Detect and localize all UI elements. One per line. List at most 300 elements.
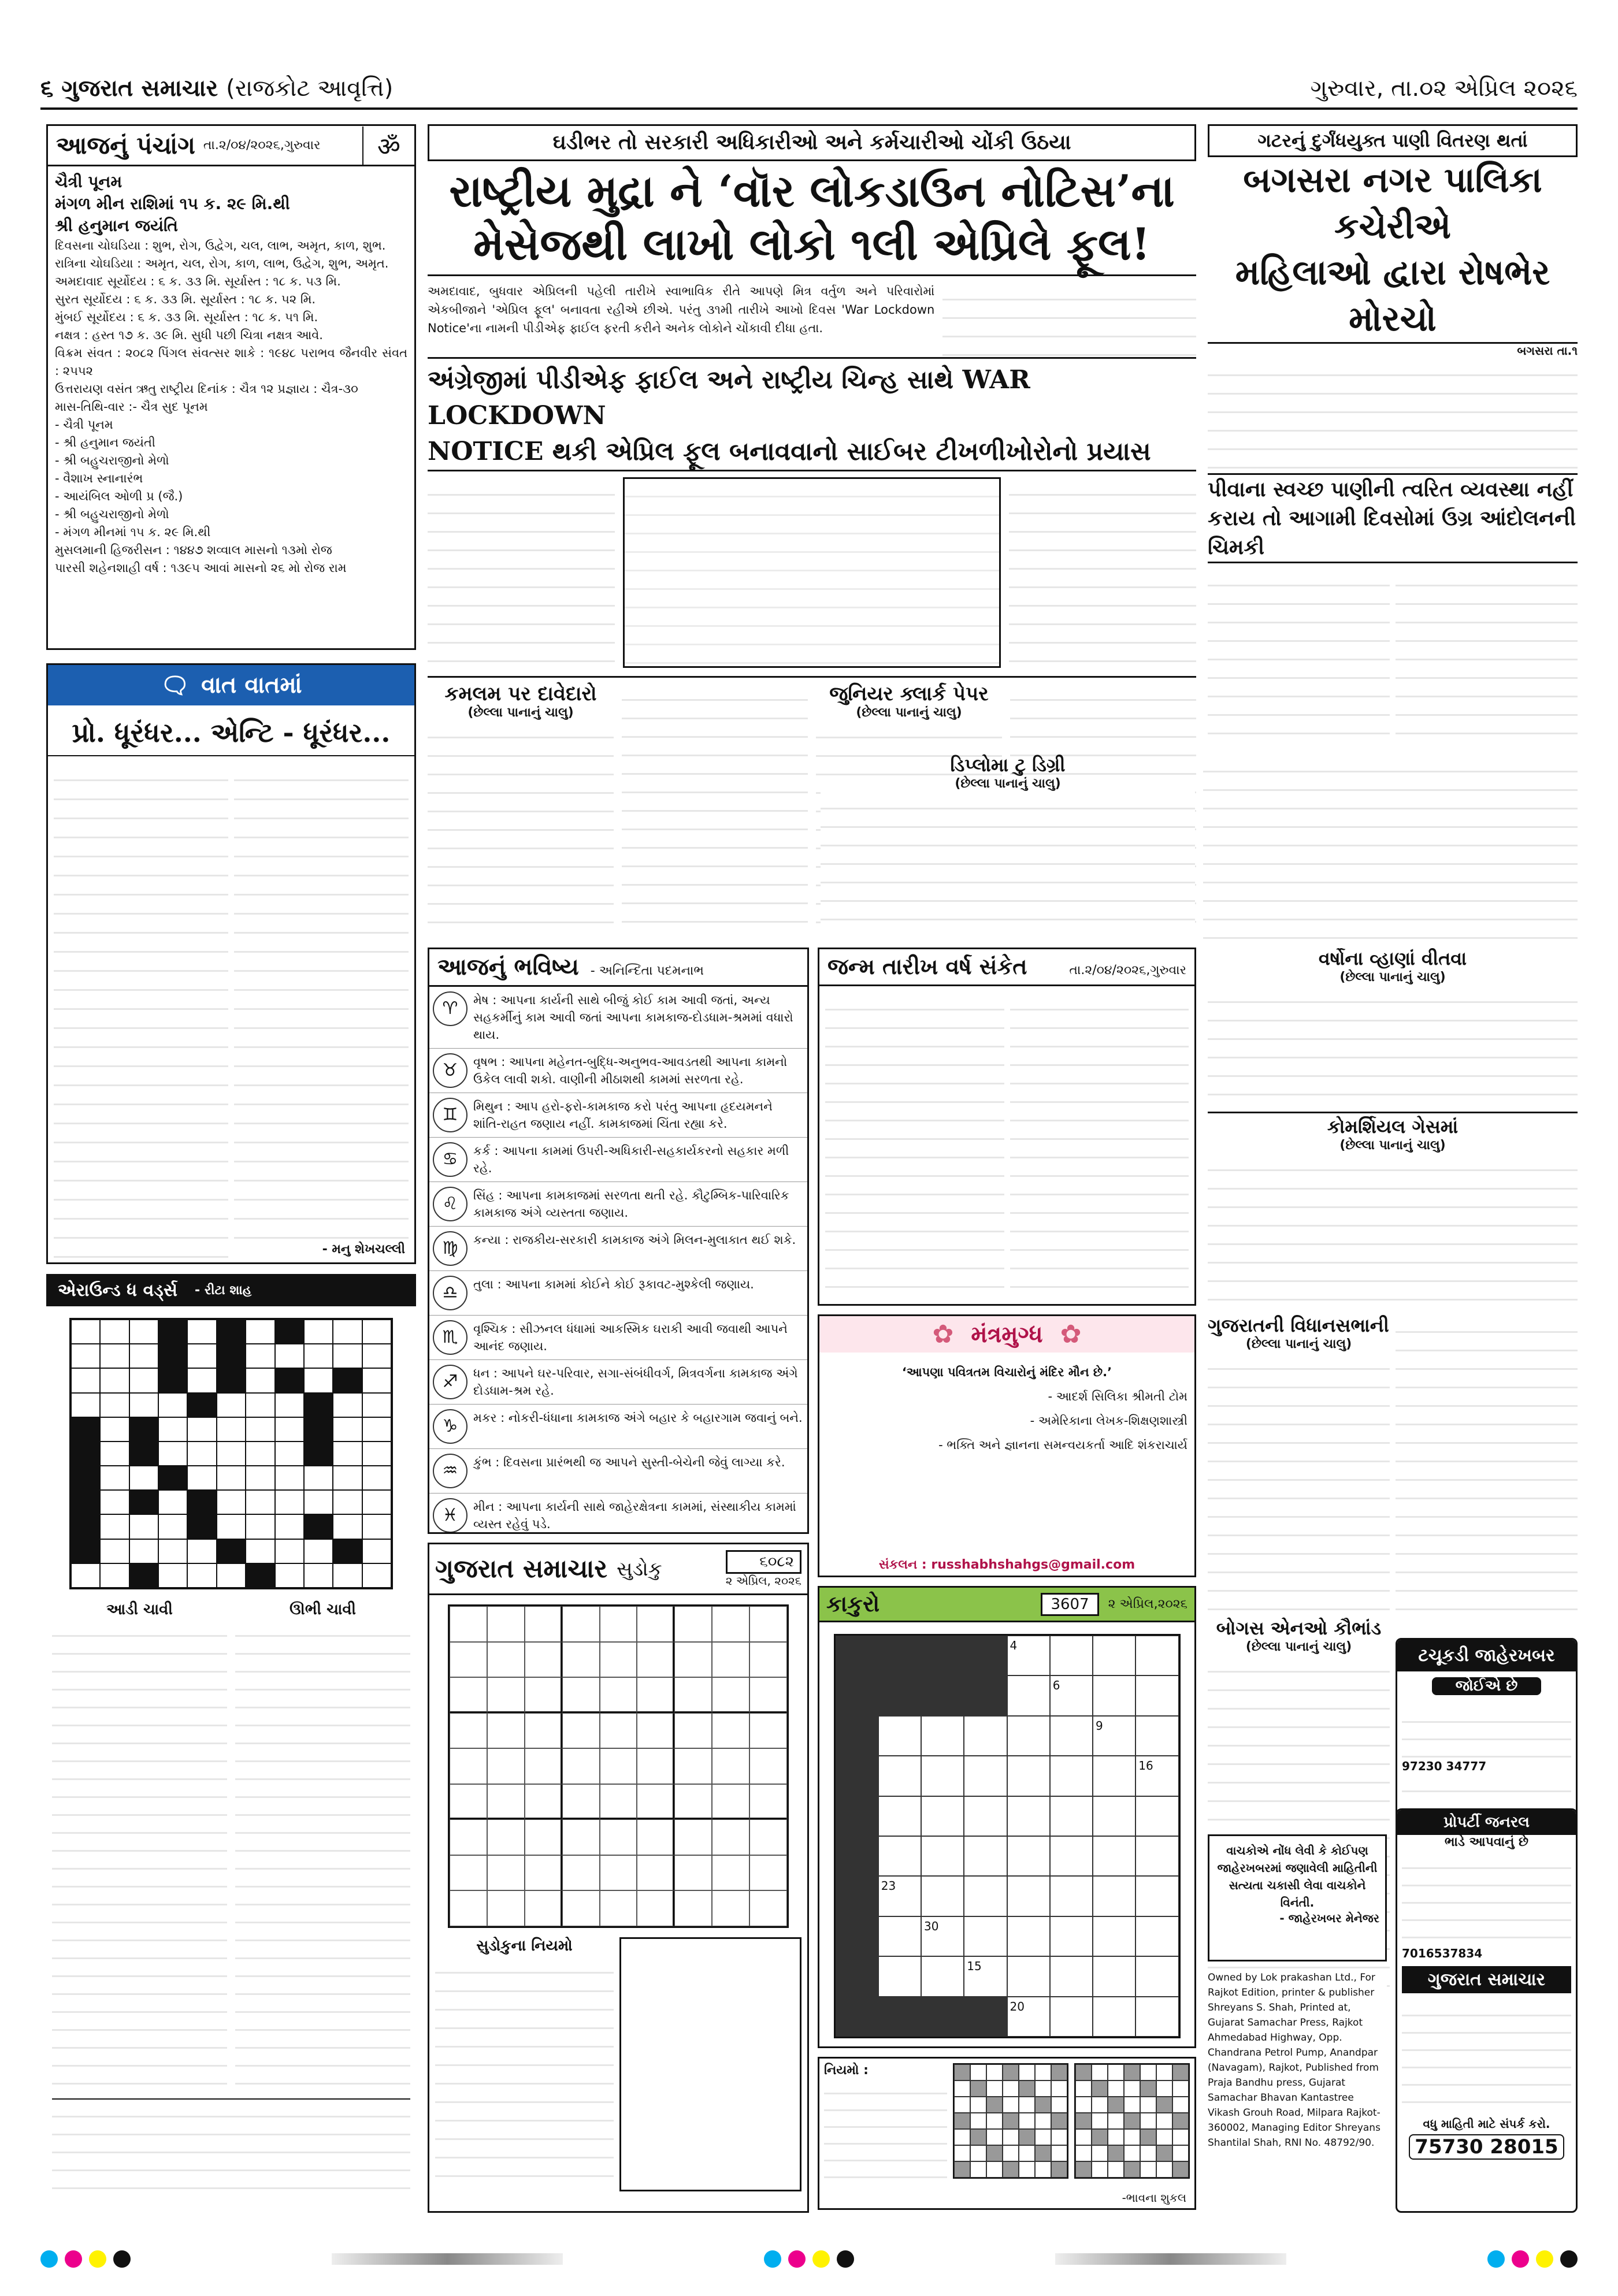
kakuro-cell[interactable]: [1007, 1756, 1050, 1796]
sudoku-cell[interactable]: [525, 1784, 562, 1820]
sudoku-cell[interactable]: [674, 1784, 712, 1820]
kakuro-cell[interactable]: [1007, 1716, 1050, 1756]
kakuro-cell[interactable]: [1007, 1916, 1050, 1956]
crossword-cell[interactable]: [158, 1466, 187, 1490]
puzzle-cell[interactable]: [1051, 2064, 1067, 2080]
sudoku-cell[interactable]: [525, 1890, 562, 1926]
sudoku-cell[interactable]: [749, 1713, 787, 1749]
sudoku-cell[interactable]: [450, 1855, 487, 1891]
crossword-cell[interactable]: [129, 1320, 158, 1344]
crossword-cell[interactable]: [100, 1417, 129, 1441]
sudoku-cell[interactable]: [749, 1890, 787, 1926]
puzzle-cell[interactable]: [1051, 2080, 1067, 2097]
crossword-cell[interactable]: [275, 1393, 304, 1417]
puzzle-cell[interactable]: [1035, 2097, 1051, 2113]
crossword-cell[interactable]: [100, 1514, 129, 1539]
crossword-cell[interactable]: [187, 1563, 216, 1588]
sudoku-cell[interactable]: [749, 1642, 787, 1678]
crossword-cell[interactable]: [187, 1320, 216, 1344]
sudoku-cell[interactable]: [562, 1748, 600, 1784]
puzzle-cell[interactable]: [970, 2097, 986, 2113]
crossword-cell[interactable]: [129, 1417, 158, 1441]
puzzle-cell[interactable]: [1035, 2145, 1051, 2161]
crossword-cell[interactable]: [129, 1563, 158, 1588]
puzzle-cell[interactable]: [970, 2129, 986, 2145]
kakuro-cell[interactable]: [964, 1997, 1007, 2037]
puzzle-cell[interactable]: [1051, 2113, 1067, 2129]
sudoku-grid[interactable]: [448, 1604, 789, 1928]
crossword-cell[interactable]: [217, 1393, 246, 1417]
puzzle-cell[interactable]: [1019, 2145, 1035, 2161]
crossword-cell[interactable]: [304, 1539, 333, 1563]
sudoku-cell[interactable]: [674, 1642, 712, 1678]
kakuro-cell[interactable]: [836, 1636, 878, 1675]
crossword-cell[interactable]: [362, 1441, 391, 1466]
crossword-cell[interactable]: [71, 1393, 100, 1417]
sudoku-cell[interactable]: [562, 1890, 600, 1926]
sudoku-cell[interactable]: [637, 1819, 674, 1855]
crossword-cell[interactable]: [362, 1393, 391, 1417]
sudoku-cell[interactable]: [637, 1606, 674, 1642]
sudoku-cell[interactable]: [674, 1606, 712, 1642]
kakuro-cell[interactable]: [1093, 1796, 1135, 1836]
kakuro-cell[interactable]: [1093, 1956, 1135, 1996]
crossword-cell[interactable]: [333, 1490, 362, 1514]
kakuro-cell[interactable]: [836, 1916, 878, 1956]
crossword-cell[interactable]: [246, 1466, 274, 1490]
crossword-cell[interactable]: [304, 1368, 333, 1392]
kakuro-cell[interactable]: [1093, 1997, 1135, 2037]
crossword-cell[interactable]: [333, 1417, 362, 1441]
crossword-cell[interactable]: [333, 1539, 362, 1563]
kakuro-cell[interactable]: [878, 1916, 921, 1956]
crossword-cell[interactable]: [100, 1466, 129, 1490]
sudoku-cell[interactable]: [450, 1713, 487, 1749]
crossword-cell[interactable]: [158, 1344, 187, 1368]
sudoku-cell[interactable]: [674, 1748, 712, 1784]
crossword-cell[interactable]: [246, 1514, 274, 1539]
sudoku-cell[interactable]: [450, 1677, 487, 1713]
sudoku-cell[interactable]: [562, 1642, 600, 1678]
crossword-cell[interactable]: [275, 1539, 304, 1563]
kakuro-cell[interactable]: [878, 1836, 921, 1876]
crossword-cell[interactable]: [333, 1466, 362, 1490]
kakuro-cell[interactable]: [878, 1956, 921, 1996]
puzzle-cell[interactable]: [1019, 2064, 1035, 2080]
sudoku-cell[interactable]: [600, 1713, 637, 1749]
puzzle-cell[interactable]: [954, 2097, 970, 2113]
kakuro-cell[interactable]: 20: [1007, 1997, 1050, 2037]
crossword-cell[interactable]: [129, 1490, 158, 1514]
kakuro-cell[interactable]: 4: [1007, 1636, 1050, 1675]
kakuro-cell[interactable]: 16: [1135, 1756, 1178, 1796]
puzzle-cell[interactable]: [1035, 2129, 1051, 2145]
kakuro-cell[interactable]: [964, 1916, 1007, 1956]
crossword-cell[interactable]: [71, 1441, 100, 1466]
crossword-cell[interactable]: [217, 1320, 246, 1344]
kakuro-cell[interactable]: [964, 1636, 1007, 1675]
sudoku-cell[interactable]: [487, 1748, 525, 1784]
kakuro-cell[interactable]: [1007, 1675, 1050, 1715]
kakuro-cell[interactable]: 30: [921, 1916, 964, 1956]
crossword-cell[interactable]: [187, 1539, 216, 1563]
crossword-cell[interactable]: [158, 1393, 187, 1417]
crossword-cell[interactable]: [217, 1563, 246, 1588]
sudoku-cell[interactable]: [749, 1819, 787, 1855]
puzzle-cell[interactable]: [1019, 2129, 1035, 2145]
sudoku-cell[interactable]: [525, 1713, 562, 1749]
sudoku-cell[interactable]: [749, 1606, 787, 1642]
kakuro-cell[interactable]: [1050, 1876, 1093, 1916]
sudoku-cell[interactable]: [450, 1890, 487, 1926]
kakuro-cell[interactable]: [836, 1675, 878, 1715]
puzzle-cell[interactable]: [954, 2145, 970, 2161]
kakuro-cell[interactable]: [1007, 1836, 1050, 1876]
puzzle-cell[interactable]: [1051, 2129, 1067, 2145]
crossword-cell[interactable]: [71, 1563, 100, 1588]
crossword-cell[interactable]: [100, 1393, 129, 1417]
sudoku-cell[interactable]: [487, 1784, 525, 1820]
crossword-cell[interactable]: [362, 1563, 391, 1588]
sudoku-cell[interactable]: [487, 1890, 525, 1926]
crossword-cell[interactable]: [71, 1417, 100, 1441]
crossword-cell[interactable]: [246, 1539, 274, 1563]
sudoku-cell[interactable]: [712, 1677, 749, 1713]
kakuro-cell[interactable]: [1135, 1796, 1178, 1836]
kakuro-cell[interactable]: [921, 1796, 964, 1836]
crossword-cell[interactable]: [129, 1539, 158, 1563]
kakuro-cell[interactable]: [1093, 1675, 1135, 1715]
crossword-cell[interactable]: [187, 1368, 216, 1392]
crossword-cell[interactable]: [275, 1320, 304, 1344]
crossword-cell[interactable]: [158, 1514, 187, 1539]
kakuro-cell[interactable]: 9: [1093, 1716, 1135, 1756]
sudoku-cell[interactable]: [637, 1748, 674, 1784]
puzzle-cell[interactable]: [954, 2064, 970, 2080]
sudoku-cell[interactable]: [487, 1819, 525, 1855]
sudoku-cell[interactable]: [600, 1642, 637, 1678]
crossword-cell[interactable]: [71, 1344, 100, 1368]
sudoku-cell[interactable]: [749, 1784, 787, 1820]
crossword-cell[interactable]: [246, 1393, 274, 1417]
crossword-cell[interactable]: [304, 1393, 333, 1417]
crossword-cell[interactable]: [362, 1490, 391, 1514]
sudoku-cell[interactable]: [712, 1713, 749, 1749]
kakuro-cell[interactable]: 6: [1050, 1675, 1093, 1715]
kakuro-cell[interactable]: [1135, 1675, 1178, 1715]
crossword-cell[interactable]: [246, 1320, 274, 1344]
crossword-cell[interactable]: [217, 1344, 246, 1368]
sudoku-cell[interactable]: [525, 1819, 562, 1855]
sudoku-cell[interactable]: [637, 1784, 674, 1820]
crossword-cell[interactable]: [100, 1563, 129, 1588]
crossword-cell[interactable]: [129, 1466, 158, 1490]
sudoku-cell[interactable]: [749, 1855, 787, 1891]
crossword-cell[interactable]: [100, 1368, 129, 1392]
kakuro-cell[interactable]: [921, 1836, 964, 1876]
sudoku-cell[interactable]: [487, 1606, 525, 1642]
crossword-cell[interactable]: [246, 1368, 274, 1392]
crossword-cell[interactable]: [100, 1344, 129, 1368]
crossword-cell[interactable]: [275, 1344, 304, 1368]
puzzle-cell[interactable]: [986, 2097, 1003, 2113]
crossword-cell[interactable]: [275, 1514, 304, 1539]
sudoku-cell[interactable]: [637, 1677, 674, 1713]
puzzle-cell[interactable]: [986, 2080, 1003, 2097]
crossword-cell[interactable]: [71, 1466, 100, 1490]
crossword-cell[interactable]: [187, 1466, 216, 1490]
sudoku-cell[interactable]: [600, 1784, 637, 1820]
sudoku-cell[interactable]: [600, 1677, 637, 1713]
sudoku-cell[interactable]: [712, 1748, 749, 1784]
sudoku-cell[interactable]: [600, 1748, 637, 1784]
puzzle-cell[interactable]: [1003, 2097, 1019, 2113]
crossword-cell[interactable]: [362, 1368, 391, 1392]
crossword-cell[interactable]: [362, 1466, 391, 1490]
sudoku-cell[interactable]: [712, 1890, 749, 1926]
crossword-cell[interactable]: [158, 1490, 187, 1514]
sudoku-cell[interactable]: [637, 1642, 674, 1678]
kakuro-cell[interactable]: [1135, 1997, 1178, 2037]
crossword-cell[interactable]: [71, 1539, 100, 1563]
puzzle-cell[interactable]: [1019, 2080, 1035, 2097]
kakuro-cell[interactable]: [921, 1716, 964, 1756]
kakuro-cell[interactable]: 23: [878, 1876, 921, 1916]
kakuro-cell[interactable]: [836, 1796, 878, 1836]
sudoku-cell[interactable]: [637, 1890, 674, 1926]
puzzle-cell[interactable]: [1019, 2113, 1035, 2129]
crossword-cell[interactable]: [333, 1344, 362, 1368]
crossword-cell[interactable]: [275, 1563, 304, 1588]
sudoku-cell[interactable]: [450, 1784, 487, 1820]
sudoku-cell[interactable]: [712, 1855, 749, 1891]
crossword-cell[interactable]: [362, 1539, 391, 1563]
sudoku-cell[interactable]: [600, 1606, 637, 1642]
puzzle-cell[interactable]: [970, 2113, 986, 2129]
kakuro-cell[interactable]: [878, 1636, 921, 1675]
crossword-cell[interactable]: [246, 1563, 274, 1588]
crossword-cell[interactable]: [217, 1417, 246, 1441]
crossword-cell[interactable]: [275, 1441, 304, 1466]
crossword-cell[interactable]: [333, 1368, 362, 1392]
crossword-cell[interactable]: [187, 1417, 216, 1441]
puzzle-cell[interactable]: [970, 2064, 986, 2080]
crossword-cell[interactable]: [187, 1393, 216, 1417]
crossword-cell[interactable]: [304, 1514, 333, 1539]
sudoku-cell[interactable]: [712, 1642, 749, 1678]
kakuro-cell[interactable]: [878, 1997, 921, 2037]
crossword-cell[interactable]: [129, 1441, 158, 1466]
crossword-cell[interactable]: [217, 1466, 246, 1490]
kakuro-cell[interactable]: [1007, 1796, 1050, 1836]
crossword-cell[interactable]: [304, 1563, 333, 1588]
sudoku-cell[interactable]: [674, 1890, 712, 1926]
puzzle-cell[interactable]: [986, 2064, 1003, 2080]
crossword-cell[interactable]: [71, 1514, 100, 1539]
puzzle-cell[interactable]: [970, 2161, 986, 2178]
sudoku-cell[interactable]: [674, 1819, 712, 1855]
crossword-cell[interactable]: [129, 1344, 158, 1368]
puzzle-cell[interactable]: [1051, 2097, 1067, 2113]
puzzle-cell[interactable]: [1003, 2113, 1019, 2129]
crossword-cell[interactable]: [100, 1320, 129, 1344]
kakuro-cell[interactable]: [1050, 1796, 1093, 1836]
sudoku-cell[interactable]: [712, 1606, 749, 1642]
puzzle-cell[interactable]: [986, 2161, 1003, 2178]
kakuro-cell[interactable]: [1093, 1836, 1135, 1876]
crossword-cell[interactable]: [275, 1417, 304, 1441]
sudoku-cell[interactable]: [712, 1819, 749, 1855]
kakuro-cell[interactable]: [836, 1836, 878, 1876]
sudoku-cell[interactable]: [749, 1677, 787, 1713]
crossword-cell[interactable]: [129, 1393, 158, 1417]
sudoku-cell[interactable]: [562, 1855, 600, 1891]
sudoku-cell[interactable]: [637, 1855, 674, 1891]
kakuro-cell[interactable]: [921, 1876, 964, 1916]
kakuro-cell[interactable]: [964, 1836, 1007, 1876]
crossword-cell[interactable]: [333, 1514, 362, 1539]
kakuro-cell[interactable]: [836, 1716, 878, 1756]
crossword-cell[interactable]: [100, 1490, 129, 1514]
puzzle-cell[interactable]: [1035, 2064, 1051, 2080]
puzzle-cell[interactable]: [1051, 2161, 1067, 2178]
puzzle-cell[interactable]: [1003, 2161, 1019, 2178]
crossword-cell[interactable]: [275, 1490, 304, 1514]
crossword-cell[interactable]: [129, 1368, 158, 1392]
crossword-cell[interactable]: [100, 1441, 129, 1466]
kakuro-cell[interactable]: [1135, 1956, 1178, 1996]
sudoku-cell[interactable]: [450, 1606, 487, 1642]
crossword-cell[interactable]: [304, 1466, 333, 1490]
crossword-cell[interactable]: [246, 1490, 274, 1514]
kakuro-cell[interactable]: [1135, 1836, 1178, 1876]
puzzle-cell[interactable]: [986, 2145, 1003, 2161]
sudoku-cell[interactable]: [562, 1784, 600, 1820]
crossword-cell[interactable]: [333, 1563, 362, 1588]
crossword-cell[interactable]: [100, 1539, 129, 1563]
crossword-cell[interactable]: [246, 1441, 274, 1466]
kakuro-cell[interactable]: [1050, 1916, 1093, 1956]
sudoku-cell[interactable]: [600, 1819, 637, 1855]
crossword-cell[interactable]: [362, 1344, 391, 1368]
puzzle-cell[interactable]: [1035, 2080, 1051, 2097]
kakuro-cell[interactable]: [964, 1796, 1007, 1836]
sudoku-cell[interactable]: [487, 1642, 525, 1678]
kakuro-cell[interactable]: [964, 1876, 1007, 1916]
kakuro-cell[interactable]: [1135, 1716, 1178, 1756]
puzzle-cell[interactable]: [1003, 2145, 1019, 2161]
sudoku-cell[interactable]: [637, 1713, 674, 1749]
crossword-cell[interactable]: [187, 1490, 216, 1514]
kakuro-cell[interactable]: [878, 1675, 921, 1715]
sudoku-cell[interactable]: [749, 1748, 787, 1784]
crossword-cell[interactable]: [246, 1417, 274, 1441]
crossword-cell[interactable]: [246, 1344, 274, 1368]
kakuro-cell[interactable]: [1135, 1636, 1178, 1675]
kakuro-cell[interactable]: [878, 1756, 921, 1796]
crossword-cell[interactable]: [333, 1393, 362, 1417]
sudoku-cell[interactable]: [487, 1677, 525, 1713]
crossword-cell[interactable]: [304, 1441, 333, 1466]
crossword-cell[interactable]: [158, 1539, 187, 1563]
puzzle-cell[interactable]: [1003, 2080, 1019, 2097]
crossword-cell[interactable]: [129, 1514, 158, 1539]
puzzle-cell[interactable]: [1035, 2113, 1051, 2129]
sudoku-cell[interactable]: [525, 1606, 562, 1642]
sudoku-cell[interactable]: [674, 1713, 712, 1749]
sudoku-cell[interactable]: [712, 1784, 749, 1820]
sudoku-cell[interactable]: [525, 1677, 562, 1713]
kakuro-cell[interactable]: [1135, 1916, 1178, 1956]
puzzle-cell[interactable]: [954, 2113, 970, 2129]
puzzle-cell[interactable]: [1019, 2161, 1035, 2178]
crossword-cell[interactable]: [71, 1490, 100, 1514]
crossword-cell[interactable]: [217, 1441, 246, 1466]
puzzle-cell[interactable]: [954, 2129, 970, 2145]
kakuro-cell[interactable]: [921, 1997, 964, 2037]
puzzle-cell[interactable]: [970, 2080, 986, 2097]
puzzle-cell[interactable]: [986, 2129, 1003, 2145]
kakuro-cell[interactable]: [921, 1956, 964, 1996]
sudoku-cell[interactable]: [487, 1855, 525, 1891]
kakuro-cell[interactable]: [1050, 1956, 1093, 1996]
crossword-cell[interactable]: [158, 1368, 187, 1392]
crossword-cell[interactable]: [362, 1514, 391, 1539]
crossword-cell[interactable]: [217, 1539, 246, 1563]
kakuro-cell[interactable]: [1093, 1876, 1135, 1916]
crossword-cell[interactable]: [217, 1490, 246, 1514]
kakuro-cell[interactable]: [878, 1796, 921, 1836]
crossword-cell[interactable]: [71, 1320, 100, 1344]
sudoku-cell[interactable]: [525, 1748, 562, 1784]
kakuro-cell[interactable]: [964, 1756, 1007, 1796]
kakuro-cell[interactable]: [1093, 1636, 1135, 1675]
kakuro-cell[interactable]: [964, 1675, 1007, 1715]
crossword-cell[interactable]: [187, 1344, 216, 1368]
kakuro-cell[interactable]: 15: [964, 1956, 1007, 1996]
puzzle-cell[interactable]: [1003, 2129, 1019, 2145]
sudoku-cell[interactable]: [487, 1713, 525, 1749]
kakuro-cell[interactable]: [878, 1716, 921, 1756]
sudoku-cell[interactable]: [600, 1890, 637, 1926]
sudoku-cell[interactable]: [674, 1855, 712, 1891]
crossword-cell[interactable]: [158, 1417, 187, 1441]
puzzle-cell[interactable]: [986, 2113, 1003, 2129]
crossword-cell[interactable]: [158, 1441, 187, 1466]
kakuro-cell[interactable]: [1050, 1997, 1093, 2037]
sudoku-cell[interactable]: [450, 1748, 487, 1784]
sudoku-cell[interactable]: [562, 1606, 600, 1642]
crossword-cell[interactable]: [275, 1368, 304, 1392]
crossword-cell[interactable]: [187, 1441, 216, 1466]
puzzle-cell[interactable]: [1019, 2097, 1035, 2113]
puzzle-cell[interactable]: [1003, 2064, 1019, 2080]
crossword-cell[interactable]: [158, 1320, 187, 1344]
kakuro-cell[interactable]: [921, 1756, 964, 1796]
puzzle-cell[interactable]: [1035, 2161, 1051, 2178]
crossword-cell[interactable]: [71, 1368, 100, 1392]
kakuro-cell[interactable]: [836, 1956, 878, 1996]
kakuro-cell[interactable]: [1050, 1756, 1093, 1796]
crossword-cell[interactable]: [187, 1514, 216, 1539]
kakuro-cell[interactable]: [1007, 1956, 1050, 1996]
crossword-cell[interactable]: [333, 1441, 362, 1466]
puzzle-cell[interactable]: [954, 2161, 970, 2178]
crossword-cell[interactable]: [304, 1417, 333, 1441]
crossword-cell[interactable]: [304, 1490, 333, 1514]
kakuro-cell[interactable]: [1050, 1716, 1093, 1756]
crossword-cell[interactable]: [304, 1344, 333, 1368]
